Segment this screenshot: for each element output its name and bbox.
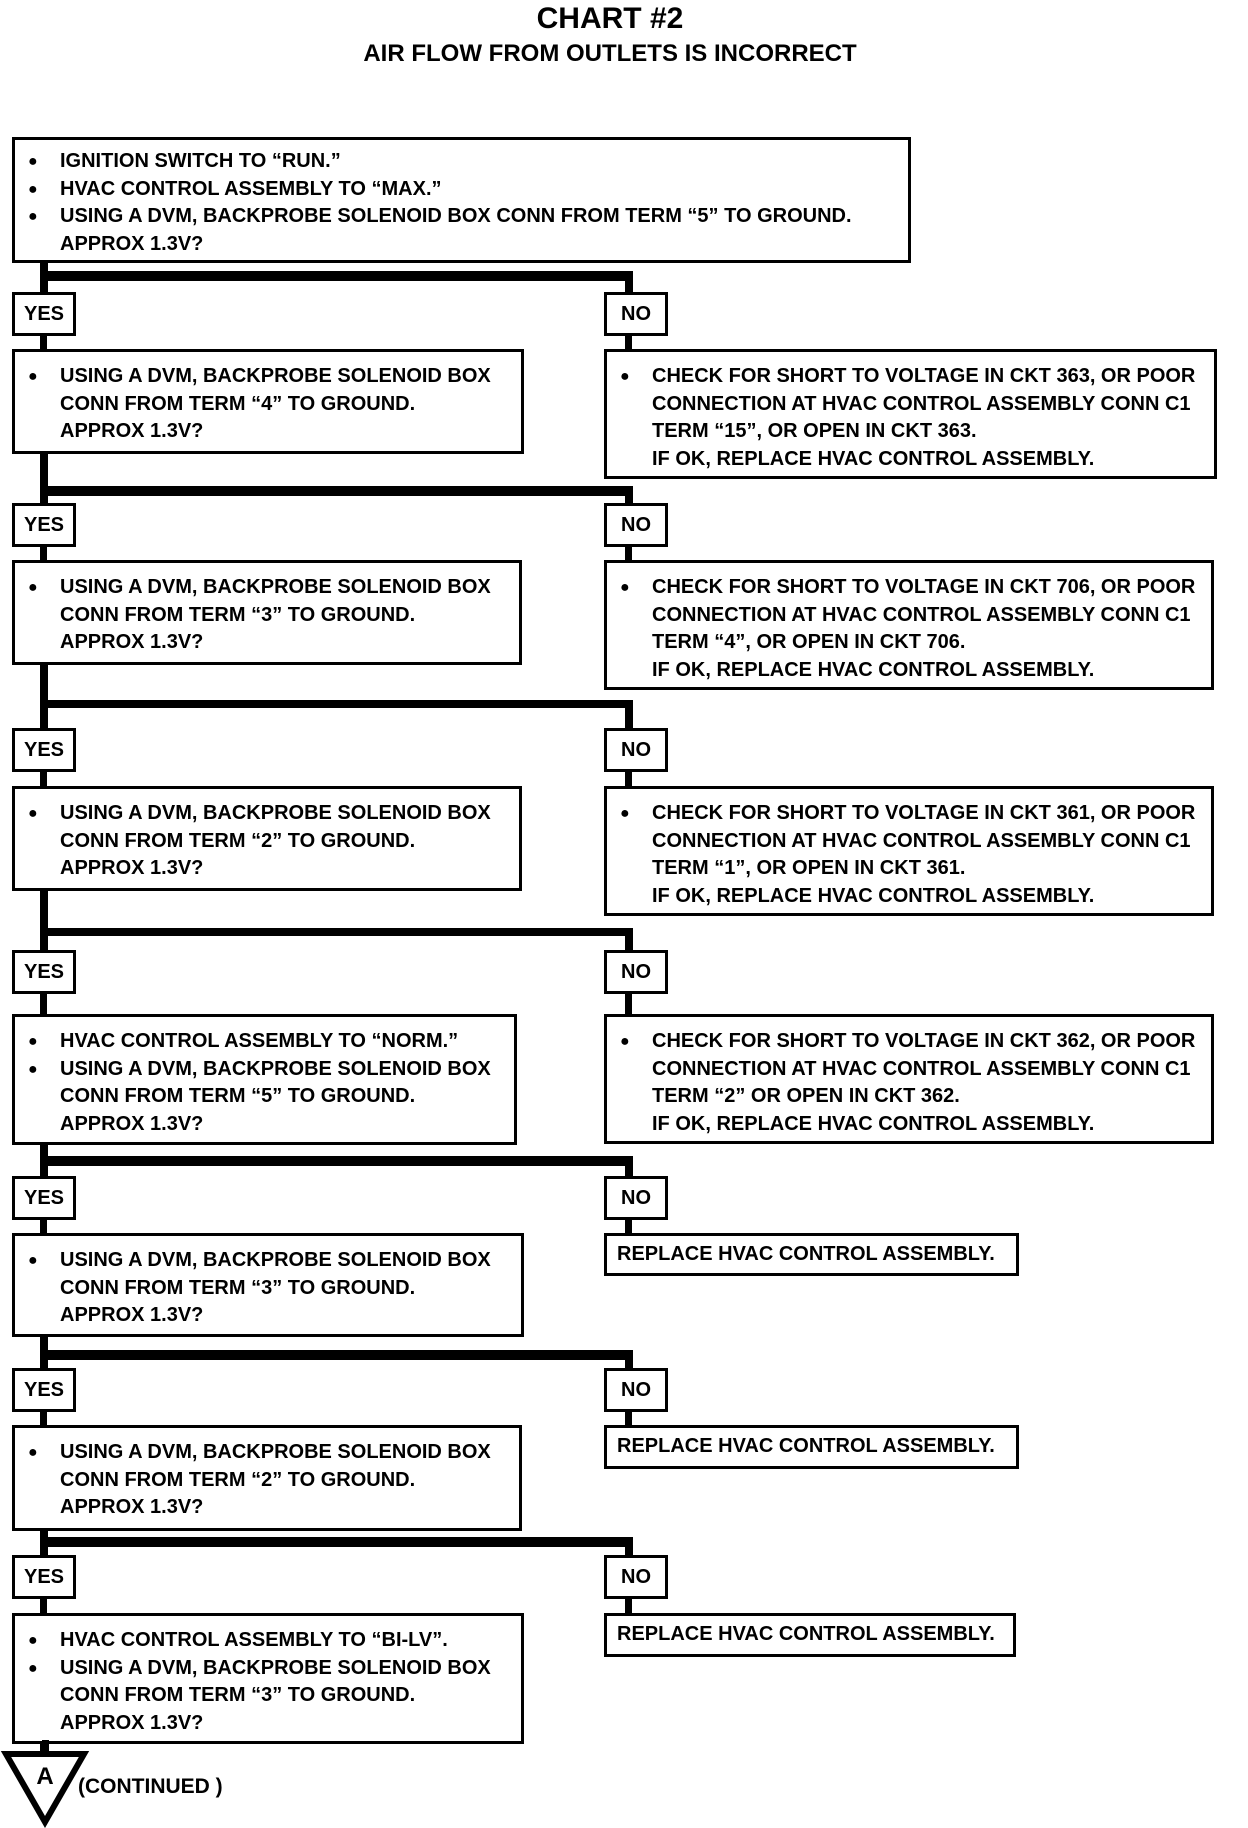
no-stub-line — [625, 994, 632, 1014]
continuation-line: IF OK, REPLACE HVAC CONTROL ASSEMBLY. — [652, 1112, 1095, 1135]
continuation-line: CONN FROM TERM “4” TO GROUND. — [60, 392, 416, 415]
action-text: REPLACE HVAC CONTROL ASSEMBLY. — [617, 1243, 995, 1265]
bullet-line: ● CHECK FOR SHORT TO VOLTAGE IN CKT 361, OR POOR — [607, 800, 1211, 828]
continuation-line: IF OK, REPLACE HVAC CONTROL ASSEMBLY. — [652, 447, 1095, 470]
no-stub-line — [625, 1599, 632, 1613]
no-drop-line — [625, 700, 633, 728]
no-drop-line — [625, 486, 633, 503]
yes-label: YES — [12, 728, 76, 772]
branch-line — [40, 700, 633, 708]
yes-label: YES — [12, 292, 76, 336]
yes-label: YES — [12, 1368, 76, 1412]
chart-title: CHART #2 — [536, 2, 684, 35]
continuation-line: CONNECTION AT HVAC CONTROL ASSEMBLY CONN C1 — [652, 829, 1191, 852]
yes-step-box — [12, 349, 524, 454]
continuation-line: TERM “2” OR OPEN IN CKT 362. — [652, 1085, 960, 1107]
no-label: NO — [604, 728, 668, 772]
continuation-line: TERM “15”, OR OPEN IN CKT 363. — [652, 420, 977, 442]
no-drop-line — [625, 928, 633, 950]
no-label: NO — [604, 1368, 668, 1412]
continuation-line: CONNECTION AT HVAC CONTROL ASSEMBLY CONN C1 — [652, 603, 1191, 626]
continuation-line: CONN FROM TERM “5” TO GROUND. — [60, 1085, 416, 1107]
start-box — [12, 137, 911, 263]
bullet-line: ● HVAC CONTROL ASSEMBLY TO “BI-LV”. — [15, 1627, 521, 1655]
bullet-line: ● CHECK FOR SHORT TO VOLTAGE IN CKT 362, OR POOR — [607, 1028, 1211, 1056]
no-stub-line — [625, 772, 632, 786]
continuation-line: CONN FROM TERM “3” TO GROUND. — [60, 1276, 416, 1299]
branch-line — [40, 1156, 633, 1166]
yes-step-box — [12, 1014, 517, 1145]
no-label: NO — [604, 503, 668, 547]
trunk-line — [40, 891, 48, 950]
trunk-line — [40, 665, 48, 728]
continuation-line: APPROX 1.3V? — [60, 1496, 204, 1518]
yes-step-box — [12, 786, 522, 891]
bullet-line: ● HVAC CONTROL ASSEMBLY TO “NORM.” — [15, 1028, 514, 1056]
continuation-line: TERM “1”, OR OPEN IN CKT 361. — [652, 857, 966, 879]
connector-symbol: A — [36, 1763, 54, 1790]
yes-label: YES — [12, 1176, 76, 1220]
bullet-line: ● USING A DVM, BACKPROBE SOLENOID BOX — [15, 574, 519, 602]
yes-step-box — [12, 1613, 524, 1744]
continuation-line: CONN FROM TERM “3” TO GROUND. — [60, 603, 416, 626]
no-stub-line — [625, 1412, 632, 1425]
continuation-line: APPROX 1.3V? — [60, 232, 204, 255]
continuation-line: APPROX 1.3V? — [60, 857, 204, 879]
continuation-line: CONN FROM TERM “2” TO GROUND. — [60, 829, 416, 852]
bullet-line: ● USING A DVM, BACKPROBE SOLENOID BOX — [15, 1439, 519, 1467]
no-stub-line — [625, 1220, 632, 1233]
yes-stub-line — [40, 1412, 47, 1425]
no-step-box — [604, 1233, 1019, 1276]
bullet-line: ● IGNITION SWITCH TO “RUN.” — [15, 148, 908, 176]
no-stub-line — [625, 336, 632, 349]
no-drop-line — [625, 1350, 633, 1368]
no-label: NO — [604, 292, 668, 336]
continuation-line: APPROX 1.3V? — [60, 420, 204, 442]
yes-stub-line — [40, 772, 47, 786]
yes-stub-line — [40, 1220, 47, 1233]
no-step-box — [604, 1014, 1214, 1144]
continued-label: (CONTINUED ) — [78, 1775, 223, 1798]
bullet-line: ● USING A DVM, BACKPROBE SOLENOID BOX — [15, 363, 521, 391]
no-label: NO — [604, 1555, 668, 1599]
bullet-line: ● USING A DVM, BACKPROBE SOLENOID BOX — [15, 800, 519, 828]
yes-step-box — [12, 1233, 524, 1337]
yes-stub-line — [40, 336, 47, 349]
yes-label: YES — [12, 503, 76, 547]
branch-line — [40, 928, 633, 936]
continuation-line: CONNECTION AT HVAC CONTROL ASSEMBLY CONN C1 — [652, 1057, 1191, 1080]
no-drop-line — [625, 1156, 633, 1176]
no-stub-line — [625, 547, 632, 560]
branch-line — [40, 1537, 633, 1547]
continuation-line: APPROX 1.3V? — [60, 1112, 204, 1135]
continuation-line: IF OK, REPLACE HVAC CONTROL ASSEMBLY. — [652, 658, 1095, 681]
no-drop-line — [625, 1537, 633, 1555]
continuation-line: CONNECTION AT HVAC CONTROL ASSEMBLY CONN C1 — [652, 392, 1191, 415]
no-step-box — [604, 349, 1217, 479]
continuation-line: CONN FROM TERM “3” TO GROUND. — [60, 1684, 416, 1706]
continuation-line: CONN FROM TERM “2” TO GROUND. — [60, 1468, 416, 1491]
bullet-line: ● CHECK FOR SHORT TO VOLTAGE IN CKT 363, OR POOR — [607, 363, 1214, 391]
chart-subtitle: AIR FLOW FROM OUTLETS IS INCORRECT — [363, 40, 857, 67]
no-step-box — [604, 1425, 1019, 1469]
bullet-line: ● USING A DVM, BACKPROBE SOLENOID BOX — [15, 1247, 521, 1275]
continuation-line: TERM “4”, OR OPEN IN CKT 706. — [652, 631, 966, 653]
no-step-box — [604, 786, 1214, 916]
no-step-box — [604, 560, 1214, 690]
yes-step-box — [12, 560, 522, 665]
branch-line — [40, 1350, 633, 1360]
bullet-line: ● CHECK FOR SHORT TO VOLTAGE IN CKT 706, OR POOR — [607, 574, 1211, 602]
no-step-box — [604, 1613, 1016, 1657]
yes-label: YES — [12, 950, 76, 994]
action-text: REPLACE HVAC CONTROL ASSEMBLY. — [617, 1435, 995, 1457]
yes-stub-line — [40, 1599, 47, 1613]
bullet-line: ● HVAC CONTROL ASSEMBLY TO “MAX.” — [15, 176, 908, 204]
action-text: REPLACE HVAC CONTROL ASSEMBLY. — [617, 1623, 995, 1645]
continuation-line: APPROX 1.3V? — [60, 1711, 204, 1734]
branch-line — [40, 486, 633, 496]
yes-stub-line — [40, 994, 47, 1014]
no-label: NO — [604, 950, 668, 994]
continuation-line: APPROX 1.3V? — [60, 631, 204, 653]
continuation-line: IF OK, REPLACE HVAC CONTROL ASSEMBLY. — [652, 884, 1095, 907]
continuation-line: APPROX 1.3V? — [60, 1304, 204, 1326]
yes-step-box — [12, 1425, 522, 1531]
branch-line — [40, 271, 633, 281]
bullet-line: ● USING A DVM, BACKPROBE SOLENOID BOX — [15, 1655, 521, 1683]
no-label: NO — [604, 1176, 668, 1220]
yes-stub-line — [40, 547, 47, 560]
yes-label: YES — [12, 1555, 76, 1599]
bullet-line: ● USING A DVM, BACKPROBE SOLENOID BOX — [15, 1056, 514, 1084]
no-drop-line — [625, 271, 633, 292]
bullet-line: ● USING A DVM, BACKPROBE SOLENOID BOX CONN FROM TERM “5” TO GROUND. — [15, 203, 908, 231]
